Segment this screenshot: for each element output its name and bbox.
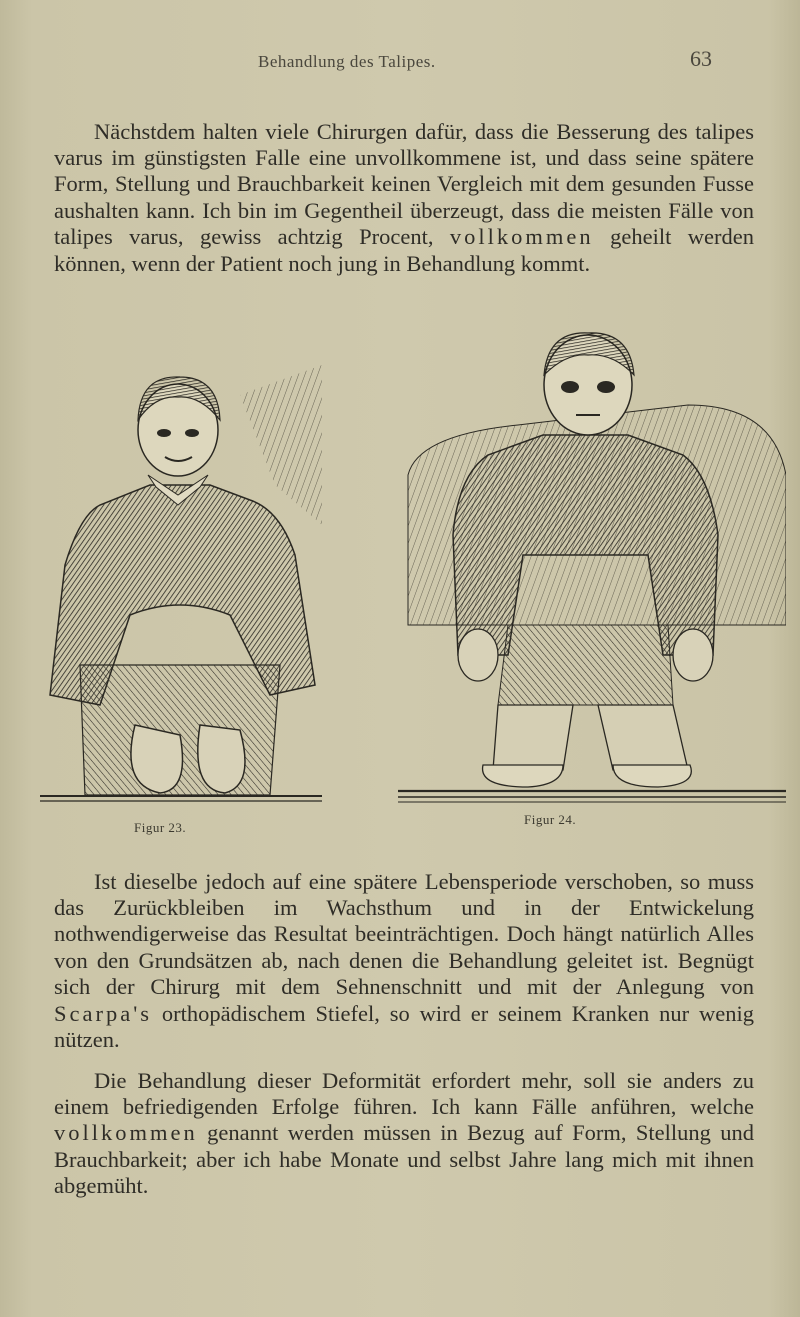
- figure-24-caption: Figur 24.: [524, 812, 577, 827]
- left-eye-shape: [157, 429, 171, 437]
- paragraph-3: [54, 1068, 754, 1200]
- right-foot-shape: [198, 725, 245, 793]
- right-eye-shape: [185, 429, 199, 437]
- paragraph-1-text-a: Nächstdem halten viele Chirurgen dafür, dass die Besserung des talipes varus im günstigsten Falle eine unvollkommene ist, und dass seine spätere Form, Stellung und Brauchbarkeit keinen Vergleich mit dem gesunden Fusse aushalten kann. Ich bin im Gegentheil überzeugt, dass die meisten Fälle von talipes varus, gewiss achtzig Procent,: [54, 118, 754, 250]
- paragraph-2-text-a: Ist dieselbe jedoch auf eine spätere Lebensperiode verschoben, so muss das Zurückbleiben im Wachsthum und in der Entwickelung nothwendigerweise das Resultat beeinträchtigen. Doch hängt natürlich Alles von den Grundsätzen ab, nach denen die Behandlung geleitet ist. Begnügt sich der Chirurg mit dem Sehnenschnitt und mit der Anlegung von: [54, 868, 754, 1000]
- page-number: 63: [690, 46, 712, 71]
- paragraph-2: [54, 869, 754, 1054]
- figure-24-engraving: [398, 325, 786, 805]
- right-eye-shape: [597, 381, 615, 393]
- skirt-shape: [498, 625, 673, 705]
- figure-23-engraving: [40, 365, 322, 805]
- left-foot-shape: [483, 765, 563, 787]
- running-title: Behandlung des Talipes.: [258, 52, 436, 71]
- paragraph-3-spaced-word: vollkommen: [54, 1120, 198, 1146]
- right-hand-shape: [673, 629, 713, 681]
- left-hand-shape: [458, 629, 498, 681]
- right-foot-shape: [613, 765, 691, 787]
- left-leg-shape: [493, 705, 573, 770]
- figure-23-caption: Figur 23.: [134, 820, 187, 835]
- paragraph-1: [54, 119, 754, 277]
- left-eye-shape: [561, 381, 579, 393]
- running-head: [0, 46, 800, 76]
- paragraph-2-text-b: orthopädischem Stiefel, so wird er seinem Kranken nur wenig nützen.: [54, 1000, 754, 1052]
- right-leg-shape: [598, 705, 688, 770]
- paragraph-2-spaced-word: Scarpa's: [54, 1000, 153, 1026]
- paragraph-3-text-a: Die Behandlung dieser Deformität erfordert mehr, soll sie anders zu einem befriedigenden Erfolge führen. Ich kann Fälle anführen, welche: [54, 1067, 754, 1119]
- paragraph-1-spaced-word: vollkommen: [449, 224, 594, 250]
- paragraph-3-text-b: genannt werden müssen in Bezug auf Form, Stellung und Brauchbarkeit; aber ich habe Monate und selbst Jahre lang mich mit ihnen abgemüht.: [54, 1120, 754, 1199]
- paragraph-1-text-b: geheilt werden können, wenn der Patient noch jung in Behandlung kommt.: [54, 224, 754, 276]
